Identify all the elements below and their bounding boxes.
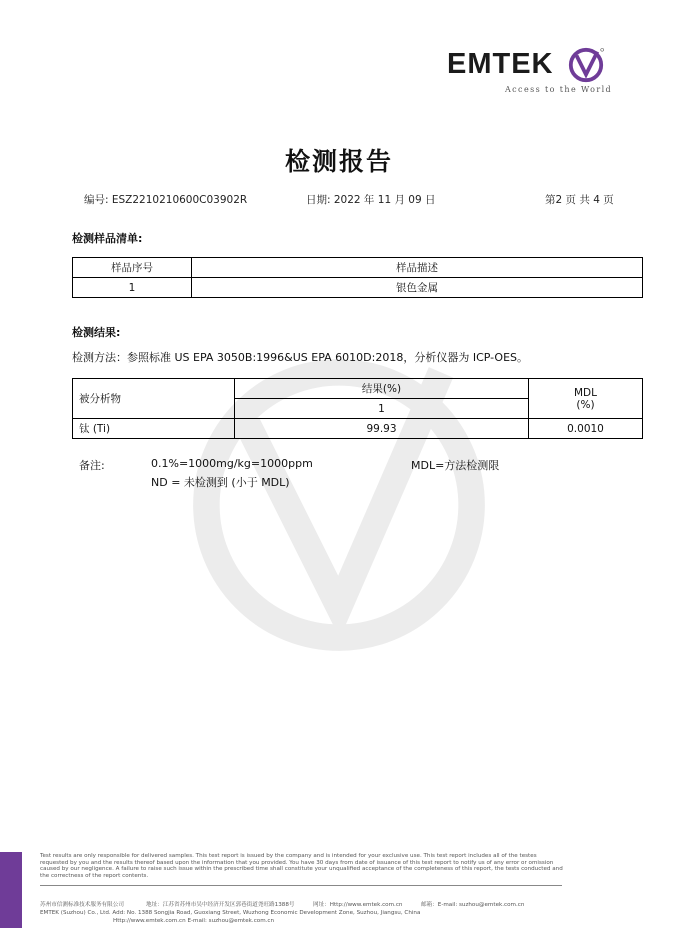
sample-list-heading: 检测样品清单: <box>72 232 143 245</box>
analyte-cell: 钛 (Ti) <box>73 419 235 439</box>
result-table <box>72 378 643 439</box>
header-mdl-line2: (%) <box>576 398 595 411</box>
table-row <box>73 419 643 439</box>
header-sample-desc: 样品描述 <box>192 258 643 278</box>
footer-company-en: EMTEK (Suzhou) Co., Ltd. Add: No. 1388 Songjia Road, Guoxiang Street, Wuzhong Economic Development Zone, Suzhou, Jiangsu, China <box>40 910 421 916</box>
brand-tagline: Access to the World <box>505 85 613 94</box>
header-analyte: 被分析物 <box>73 379 235 419</box>
footer-disclaimer: Test results are only responsible for delivered samples. This test report is issued by the company and is intended for your exclusive use. This test report includes all of the testes requested by you and the results thereof based upon the information that you provided. You have 30 days from date of issuance of this test report to notify us of any error or omission caused by our negligence. A failure to raise such issue within the prescribed time shall constitute your unqualified acceptance of the completeness of this report, the tests conducted and the correctness of the report contents. <box>40 853 563 879</box>
table-header-row <box>73 379 643 399</box>
header-mdl <box>529 379 643 419</box>
sample-desc-cell: 银色金属 <box>192 278 643 298</box>
header-mdl-line1: MDL <box>574 386 597 399</box>
result-heading: 检测结果: <box>72 326 121 339</box>
footer-web-en: Http://www.emtek.com.cn E-mail: suzhou@emtek.com.cn <box>113 918 275 924</box>
report-number: 编号: ESZ2210210600C03902R <box>84 194 248 206</box>
table-header-row <box>73 258 643 278</box>
report-title: 检测报告 <box>284 147 393 176</box>
footer-divider <box>40 885 562 886</box>
footer-accent-bar <box>0 852 22 928</box>
brand-logo-text: EMTEK <box>447 48 554 80</box>
page-indicator: 第2 页 共 4 页 <box>545 194 614 206</box>
note-mdl-definition: MDL=方法检测限 <box>411 459 500 472</box>
header-sample-number: 1 <box>235 399 529 419</box>
mdl-cell: 0.0010 <box>529 419 643 439</box>
emtek-logo-icon <box>567 46 605 84</box>
header-sample-no: 样品序号 <box>73 258 192 278</box>
test-method: 检测方法：参照标准 US EPA 3050B:1996&US EPA 6010D:2018，分析仪器为 ICP-OES。 <box>72 351 529 364</box>
footer-website-cn: 网址：Http://www.emtek.com.cn <box>313 902 403 908</box>
table-row <box>73 278 643 298</box>
header-result: 结果(%) <box>235 379 529 399</box>
footer-address-cn: 地址：江苏省苏州市吴中经济开发区郭巷街道尧旺路1388号 <box>146 902 295 908</box>
footer-company-cn: 苏州市信测标准技术服务有限公司 <box>40 902 124 908</box>
result-cell: 99.93 <box>235 419 529 439</box>
note-nd-definition: ND = 未检测到 (小于 MDL) <box>151 476 290 489</box>
notes-label: 备注: <box>79 459 105 472</box>
footer-email-cn: 邮箱：E-mail: suzhou@emtek.com.cn <box>421 902 525 908</box>
sample-no-cell: 1 <box>73 278 192 298</box>
note-unit-conversion: 0.1%=1000mg/kg=1000ppm <box>151 457 313 470</box>
report-date: 日期: 2022 年 11 月 09 日 <box>306 194 436 206</box>
sample-table <box>72 257 643 298</box>
